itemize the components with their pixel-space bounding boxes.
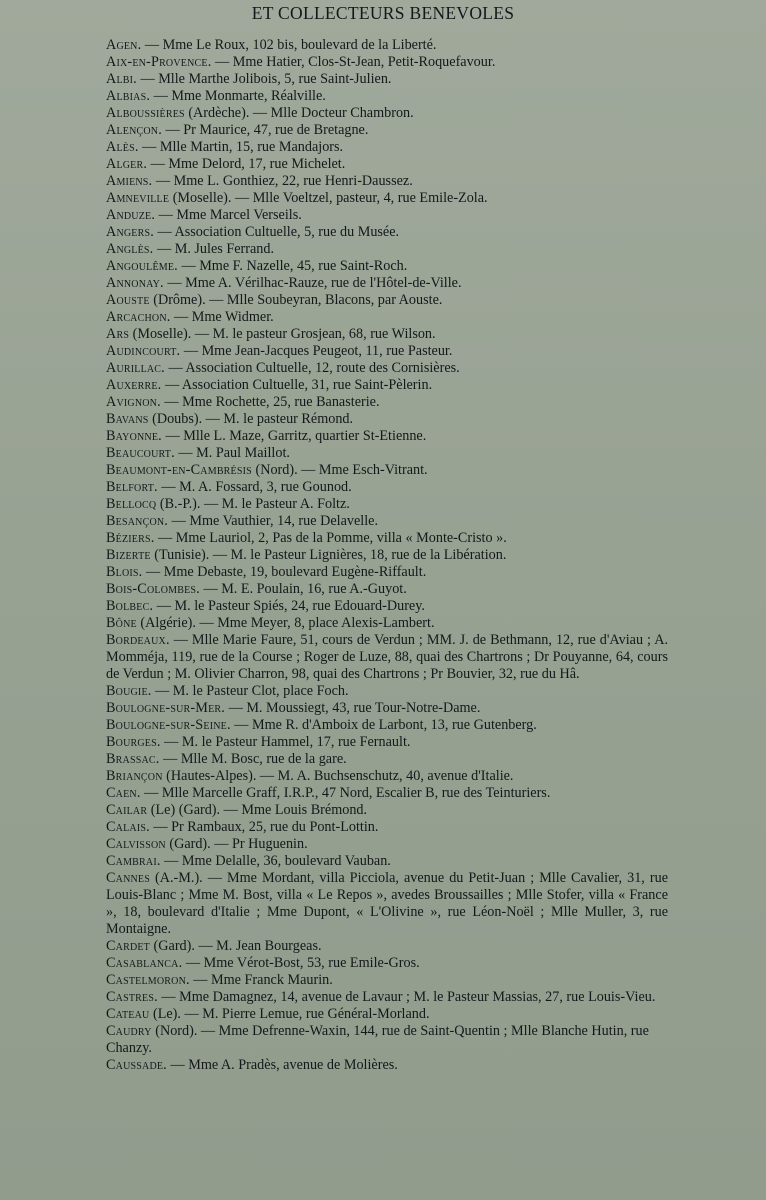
entry-details: — Mme A. Vérilhac-Rauze, rue de l'Hôtel-de-Ville.: [163, 275, 462, 291]
city-name: Bougie.: [106, 683, 152, 699]
list-item: [106, 972, 668, 989]
list-item: [106, 1006, 668, 1023]
list-item: [106, 598, 668, 615]
list-item: [106, 173, 668, 190]
city-name: Alger.: [106, 156, 148, 172]
city-name: Agen.: [106, 37, 142, 53]
entry-details: — Mme A. Pradès, avenue de Molières.: [166, 1057, 398, 1073]
city-name: Calvisson: [106, 836, 166, 852]
city-name: Anglès.: [106, 241, 154, 257]
list-item: [106, 802, 668, 819]
list-item: [106, 768, 668, 785]
entry-details: (Drôme). — Mlle Soubeyran, Blacons, par Aouste.: [149, 292, 443, 308]
list-item: [106, 445, 668, 462]
entry-details: — Mlle Marthe Jolibois, 5, rue Saint-Julien.: [136, 71, 392, 87]
city-name: Besançon.: [106, 513, 169, 529]
entry-list: [106, 37, 668, 1074]
list-item: [106, 700, 668, 717]
city-name: Béziers.: [106, 530, 155, 546]
city-name: Alès.: [106, 139, 139, 155]
city-name: Bois-Colombes.: [106, 581, 200, 597]
list-item: [106, 37, 668, 54]
entry-details: (Hautes-Alpes). — M. A. Buchsenschutz, 40, avenue d'Italie.: [162, 768, 514, 784]
entry-details: — Mme Vérot-Bost, 53, rue Emile-Gros.: [182, 955, 420, 971]
entry-details: — Mlle Marie Faure, 51, cours de Verdun ; MM. J. de Bethmann, 12, rue d'Aviau ; A. Momméja, 119, rue de la Course ; Roger de Luze, 88, quai des Chartrons ; Dr Pouyanne, 64, cours de Verdun ; M. Olivier Charron, 98, quai des Chartrons ; Pr Bouvier, 32, rue du Hâ.: [106, 632, 668, 682]
entry-details: — Mme Franck Maurin.: [189, 972, 333, 988]
city-name: Bourges.: [106, 734, 161, 750]
list-item: [106, 853, 668, 870]
entry-details: — Mme Damagnez, 14, avenue de Lavaur ; M. le Pasteur Massias, 27, rue Louis-Vieu.: [157, 989, 656, 1005]
city-name: Bellocq: [106, 496, 157, 512]
city-name: Ars: [106, 326, 130, 342]
city-name: Caussade.: [106, 1057, 167, 1073]
entry-details: — Mme L. Gonthiez, 22, rue Henri-Daussez.: [152, 173, 413, 189]
city-name: Anduze.: [106, 207, 156, 223]
list-item: [106, 309, 668, 326]
list-item: [106, 190, 668, 207]
list-item: [106, 258, 668, 275]
entry-details: — M. le Pasteur Hammel, 17, rue Fernault.: [160, 734, 411, 750]
city-name: Angers.: [106, 224, 154, 240]
city-name: Aurillac.: [106, 360, 165, 376]
entry-details: (Gard). — Pr Huguenin.: [165, 836, 308, 852]
city-name: Blois.: [106, 564, 143, 580]
list-item: [106, 717, 668, 734]
list-item: [106, 683, 668, 700]
entry-details: — Pr Maurice, 47, rue de Bretagne.: [161, 122, 369, 138]
list-item: [106, 734, 668, 751]
entry-details: — M. E. Poulain, 16, rue A.-Guyot.: [199, 581, 407, 597]
list-item: [106, 955, 668, 972]
city-name: Aouste: [106, 292, 150, 308]
list-item: [106, 513, 668, 530]
entry-details: (Nord). — Mme Defrenne-Waxin, 144, rue de Saint-Quentin ; Mlle Blanche Hutin, rue Chanzy.: [106, 1023, 649, 1056]
city-name: Casablanca.: [106, 955, 183, 971]
list-item: [106, 989, 668, 1006]
entry-details: (Nord). — Mme Esch-Vitrant.: [251, 462, 428, 478]
city-name: Bolbec.: [106, 598, 154, 614]
entry-details: — Mme Hatier, Clos-St-Jean, Petit-Roquefavour.: [211, 54, 496, 70]
list-item: [106, 88, 668, 105]
list-item: [106, 836, 668, 853]
entry-details: (Ardèche). — Mlle Docteur Chambron.: [184, 105, 414, 121]
entry-details: — Mme Jean-Jacques Peugeot, 11, rue Pasteur.: [180, 343, 453, 359]
list-item: [106, 564, 668, 581]
list-item: [106, 411, 668, 428]
list-item: [106, 785, 668, 802]
city-name: Brassac.: [106, 751, 160, 767]
entry-details: (A.-M.). — Mme Mordant, villa Picciola, avenue du Petit-Juan ; Mlle Cavalier, 31, rue Louis-Blanc ; Mme M. Bost, villa « Le Repos », avedes Broussailles ; Mlle Stofer, villa « France », 18, boulevard d'Italie ; Mme Dupont, « L'Olivine », rue Léon-Noël ; Mlle Muller, 3, rue Montaigne.: [106, 870, 668, 937]
entry-details: — M. Moussiegt, 43, rue Tour-Notre-Dame.: [225, 700, 481, 716]
city-name: Bavans: [106, 411, 149, 427]
list-item: [106, 275, 668, 292]
entry-details: — Mme Lauriol, 2, Pas de la Pomme, villa « Monte-Cristo ».: [154, 530, 507, 546]
entry-details: — Mlle M. Bosc, rue de la gare.: [159, 751, 347, 767]
list-item: [106, 1023, 668, 1057]
city-name: Bayonne.: [106, 428, 162, 444]
list-item: [106, 343, 668, 360]
entry-details: — Mlle Martin, 15, rue Mandajors.: [138, 139, 344, 155]
city-name: Amneville: [106, 190, 170, 206]
list-item: [106, 105, 668, 122]
list-item: [106, 241, 668, 258]
entry-details: — M. Paul Maillot.: [174, 445, 290, 461]
list-item: [106, 938, 668, 955]
city-name: Castres.: [106, 989, 158, 1005]
entry-details: (B.-P.). — M. le Pasteur A. Foltz.: [156, 496, 350, 512]
city-name: Bizerte: [106, 547, 151, 563]
entry-details: — Association Cultuelle, 5, rue du Musée.: [153, 224, 400, 240]
city-name: Calais.: [106, 819, 150, 835]
entry-details: (Algérie). — Mme Meyer, 8, place Alexis-Lambert.: [136, 615, 435, 631]
entry-details: — Mme Vauthier, 14, rue Delavelle.: [168, 513, 378, 529]
entry-details: — Mme Delalle, 36, boulevard Vauban.: [160, 853, 391, 869]
city-name: Avignon.: [106, 394, 161, 410]
entry-details: (Le). — M. Pierre Lemue, rue Général-Morland.: [149, 1006, 430, 1022]
city-name: Bordeaux.: [106, 632, 170, 648]
entry-details: — Mlle L. Maze, Garritz, quartier St-Etienne.: [161, 428, 427, 444]
list-item: [106, 54, 668, 71]
city-name: Caen.: [106, 785, 141, 801]
list-item: [106, 615, 668, 632]
entry-details: — Mme F. Nazelle, 45, rue Saint-Roch.: [177, 258, 408, 274]
list-item: [106, 156, 668, 173]
list-item: [106, 377, 668, 394]
entry-details: — Mme Widmer.: [170, 309, 274, 325]
list-item: [106, 360, 668, 377]
city-name: Cailar: [106, 802, 148, 818]
list-item: [106, 751, 668, 768]
list-item: [106, 870, 668, 938]
city-name: Aix-en-Provence.: [106, 54, 212, 70]
entry-details: (Le) (Gard). — Mme Louis Brémond.: [147, 802, 368, 818]
city-name: Cateau: [106, 1006, 150, 1022]
entry-details: (Moselle). — Mlle Voeltzel, pasteur, 4, rue Emile-Zola.: [169, 190, 488, 206]
list-item: [106, 122, 668, 139]
list-item: [106, 326, 668, 343]
entry-details: — Association Cultuelle, 12, route des Cornisières.: [164, 360, 460, 376]
entry-details: — M. le Pasteur Clot, place Foch.: [151, 683, 349, 699]
city-name: Angoulême.: [106, 258, 178, 274]
entry-details: (Moselle). — M. le pasteur Grosjean, 68, rue Wilson.: [129, 326, 436, 342]
page-header: ET COLLECTEURS BENEVOLES: [251, 3, 515, 23]
city-name: Arcachon.: [106, 309, 171, 325]
city-name: Alençon.: [106, 122, 162, 138]
city-name: Audincourt.: [106, 343, 181, 359]
list-item: [106, 428, 668, 445]
entry-details: (Doubs). — M. le pasteur Rémond.: [148, 411, 354, 427]
city-name: Beaucourt.: [106, 445, 175, 461]
entry-details: — Mme R. d'Amboix de Larbont, 13, rue Gutenberg.: [230, 717, 537, 733]
city-name: Boulogne-sur-Mer.: [106, 700, 226, 716]
list-item: [106, 632, 668, 683]
list-item: [106, 224, 668, 241]
list-item: [106, 479, 668, 496]
entry-details: — M. Jules Ferrand.: [153, 241, 275, 257]
entry-details: — M. le Pasteur Spiés, 24, rue Edouard-Durey.: [153, 598, 425, 614]
city-name: Cannes: [106, 870, 150, 886]
list-item: [106, 1057, 668, 1074]
city-name: Belfort.: [106, 479, 158, 495]
entry-details: — M. A. Fossard, 3, rue Gounod.: [157, 479, 352, 495]
entry-details: — Mme Le Roux, 102 bis, boulevard de la Liberté.: [141, 37, 437, 53]
entry-details: — Mme Marcel Verseils.: [155, 207, 302, 223]
list-item: [106, 462, 668, 479]
city-name: Bône: [106, 615, 137, 631]
list-item: [106, 71, 668, 88]
list-item: [106, 394, 668, 411]
city-name: Castelmoron.: [106, 972, 190, 988]
city-name: Beaumont-en-Cambrésis: [106, 462, 252, 478]
list-item: [106, 292, 668, 309]
city-name: Cardet: [106, 938, 150, 954]
city-name: Amiens.: [106, 173, 153, 189]
entry-details: (Gard). — M. Jean Bourgeas.: [150, 938, 322, 954]
city-name: Albias.: [106, 88, 151, 104]
city-name: Cambrai.: [106, 853, 161, 869]
list-item: [106, 819, 668, 836]
entry-details: — Mme Rochette, 25, rue Banasterie.: [160, 394, 380, 410]
city-name: Albi.: [106, 71, 137, 87]
list-item: [106, 530, 668, 547]
list-item: [106, 547, 668, 564]
entry-details: — Mme Debaste, 19, boulevard Eugène-Riffault.: [142, 564, 427, 580]
list-item: [106, 139, 668, 156]
entry-details: — Pr Rambaux, 25, rue du Pont-Lottin.: [149, 819, 379, 835]
entry-details: (Tunisie). — M. le Pasteur Lignières, 18, rue de la Libération.: [150, 547, 507, 563]
entry-details: — Mme Delord, 17, rue Michelet.: [147, 156, 346, 172]
entry-details: — Mme Monmarte, Réalville.: [150, 88, 326, 104]
city-name: Annonay.: [106, 275, 164, 291]
city-name: Auxerre.: [106, 377, 162, 393]
entry-details: — Association Cultuelle, 31, rue Saint-Pèlerin.: [161, 377, 433, 393]
list-item: [106, 207, 668, 224]
city-name: Boulogne-sur-Seine.: [106, 717, 231, 733]
list-item: [106, 496, 668, 513]
city-name: Caudry: [106, 1023, 152, 1039]
list-item: [106, 581, 668, 598]
entry-details: — Mlle Marcelle Graff, I.R.P., 47 Nord, Escalier B, rue des Teinturiers.: [140, 785, 551, 801]
city-name: Alboussières: [106, 105, 185, 121]
city-name: Briançon: [106, 768, 163, 784]
